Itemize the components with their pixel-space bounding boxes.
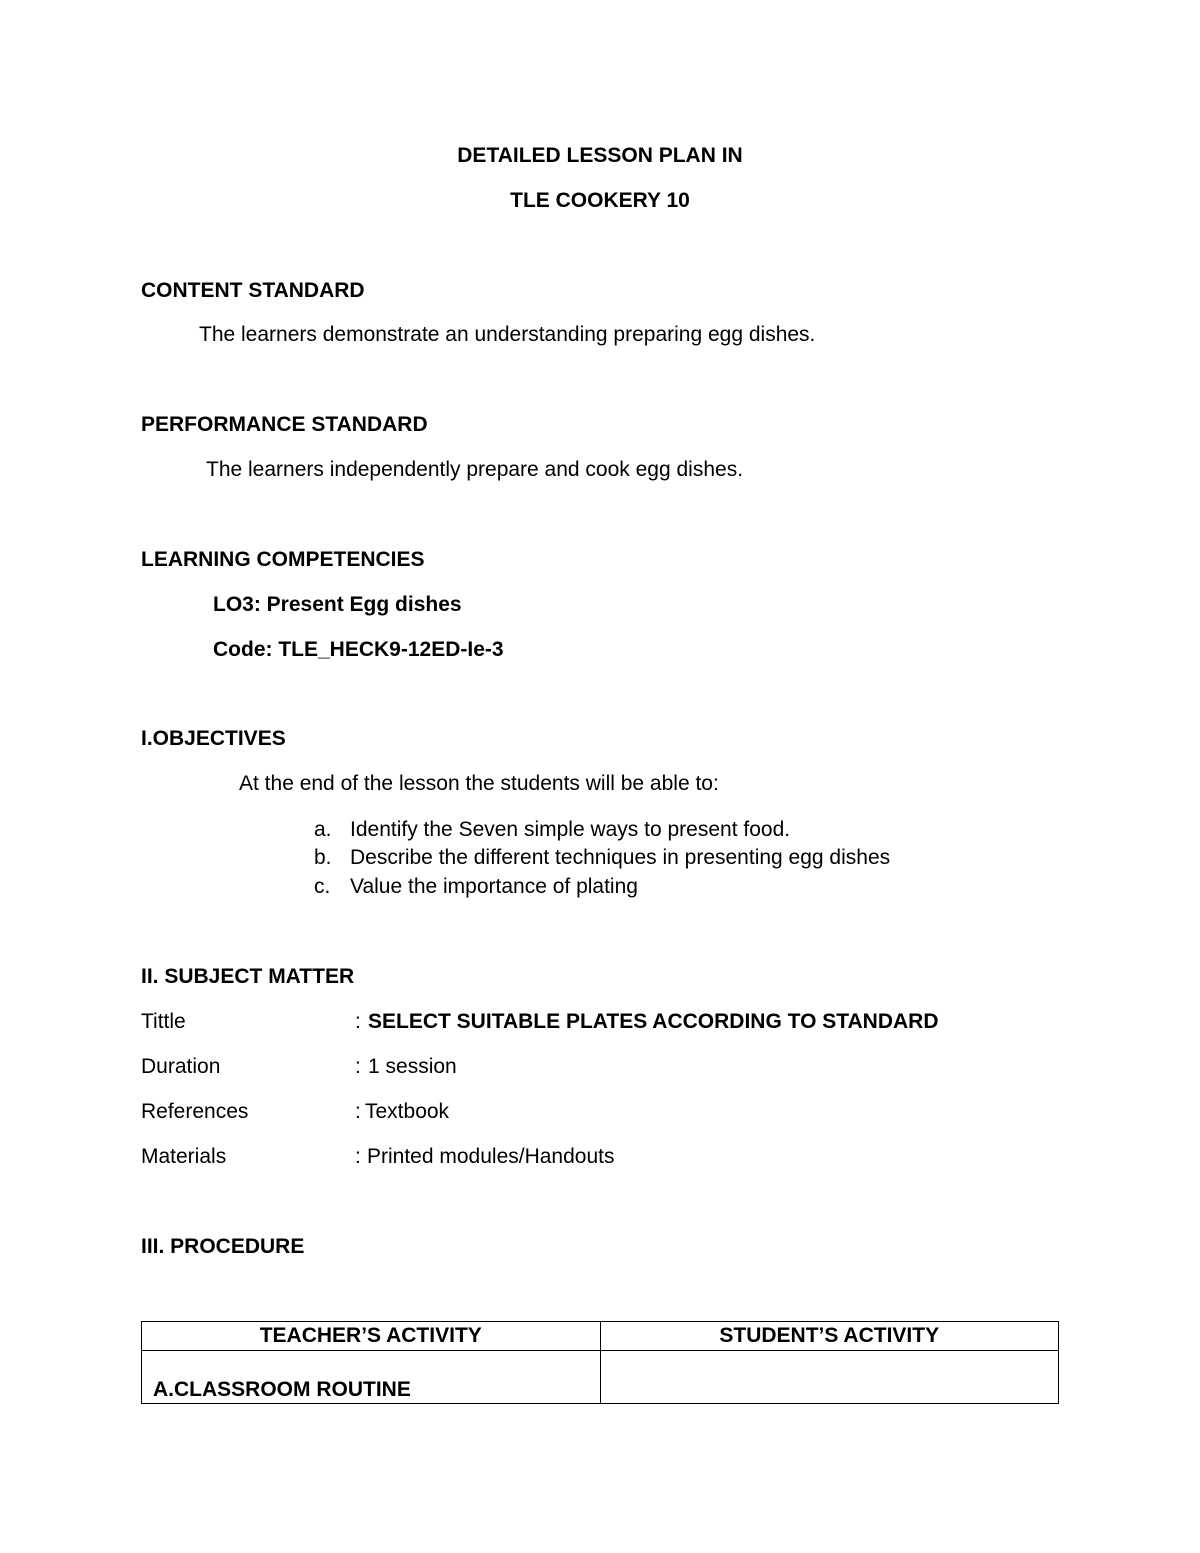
subject-matter-heading: II. SUBJECT MATTER [141, 965, 355, 988]
list-item-text: Describe the different techniques in presenting egg dishes [350, 846, 891, 869]
learning-outcome: LO3: Present Egg dishes [213, 593, 462, 616]
objectives-heading: I.OBJECTIVES [141, 727, 286, 750]
table-row [142, 1351, 1059, 1404]
subject-matter-separator: : [355, 1145, 361, 1168]
procedure-table [141, 1321, 1059, 1404]
classroom-routine-label: A.CLASSROOM ROUTINE [153, 1378, 411, 1401]
subject-matter-separator: : [355, 1055, 361, 1078]
subject-matter-label: Duration [141, 1055, 221, 1078]
content-standard-heading: CONTENT STANDARD [141, 279, 365, 302]
document-subtitle: TLE COOKERY 10 [510, 189, 690, 212]
subject-matter-label: Materials [141, 1145, 227, 1168]
list-item-text: Identify the Seven simple ways to present food. [350, 818, 791, 841]
list-marker: b. [314, 846, 332, 869]
table-cell [142, 1351, 601, 1404]
list-marker: a. [314, 818, 332, 841]
performance-standard-text: The learners independently prepare and cook egg dishes. [206, 458, 744, 481]
document-title: DETAILED LESSON PLAN IN [457, 144, 743, 167]
performance-standard-heading: PERFORMANCE STANDARD [141, 413, 428, 436]
table-header-row [142, 1322, 1059, 1351]
table-cell [600, 1351, 1059, 1404]
subject-matter-label: References [141, 1100, 249, 1123]
subject-matter-separator: : [355, 1010, 361, 1033]
objectives-intro: At the end of the lesson the students will be able to: [239, 772, 719, 795]
competency-code: Code: TLE_HECK9-12ED-Ie-3 [213, 638, 504, 661]
content-standard-text: The learners demonstrate an understanding preparing egg dishes. [199, 323, 816, 346]
list-item-text: Value the importance of plating [350, 875, 638, 898]
subject-matter-label: Tittle [141, 1010, 186, 1033]
subject-matter-value: Textbook [365, 1100, 450, 1123]
student-activity-header: STUDENT’S ACTIVITY [600, 1322, 1059, 1351]
subject-matter-value: SELECT SUITABLE PLATES ACCORDING TO STANDARD [368, 1010, 939, 1033]
subject-matter-separator: : [355, 1100, 361, 1123]
learning-competencies-heading: LEARNING COMPETENCIES [141, 548, 425, 571]
subject-matter-value: Printed modules/Handouts [367, 1145, 615, 1168]
procedure-heading: III. PROCEDURE [141, 1235, 305, 1258]
subject-matter-value: 1 session [368, 1055, 457, 1078]
list-marker: c. [314, 875, 331, 898]
teacher-activity-header: TEACHER’S ACTIVITY [142, 1322, 601, 1351]
